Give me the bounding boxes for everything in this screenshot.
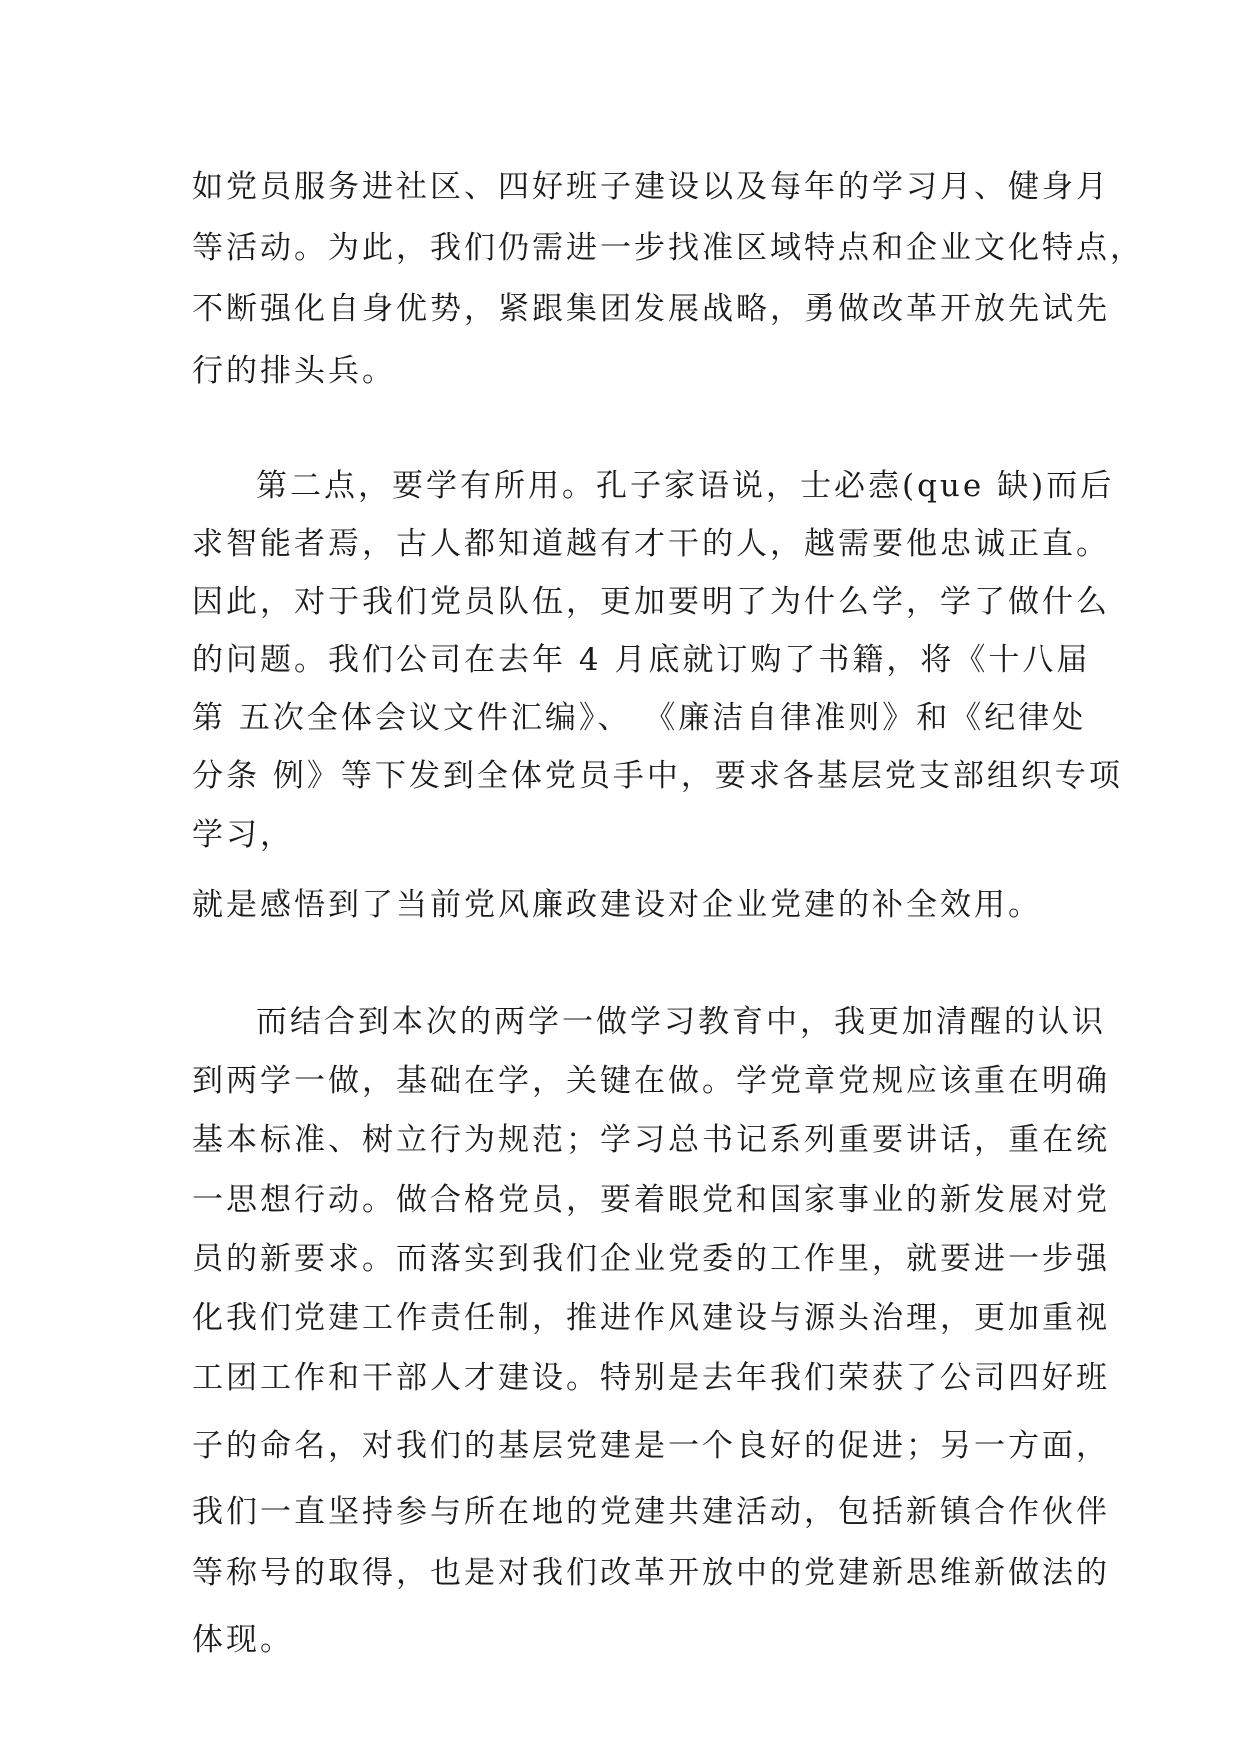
text-line: 如党员服务进社区、四好班子建设以及每年的学习月、健身月 xyxy=(192,169,1110,205)
text-line: 求智能者焉，古人都知道越有才干的人，越需要他忠诚正直。 xyxy=(192,526,1110,562)
text-line: 第 五次全体会议文件汇编》、 《廉洁自律准则》和《纪律处 xyxy=(192,700,1087,736)
text-line: 因此，对于我们党员队伍，更加要明了为什么学，学了做什么 xyxy=(192,584,1110,620)
text-line: 就是感悟到了当前党风廉政建设对企业党建的补全效用。 xyxy=(192,887,1042,923)
text-line: 一思想行动。做合格党员，要着眼党和国家事业的新发展对党 xyxy=(192,1182,1110,1218)
text-line: 工团工作和干部人才建设。特别是去年我们荣获了公司四好班 xyxy=(192,1360,1110,1396)
text-line: 到两学一做，基础在学，关键在做。学党章党规应该重在明确 xyxy=(192,1063,1110,1099)
paragraph-first-line: 第二点，要学有所用。孔子家语说，士必悫(que 缺)而后 xyxy=(256,468,1115,504)
text-line: 行的排头兵。 xyxy=(192,353,396,389)
text-line: 分条 例》等下发到全体党员手中，要求各基层党支部组织专项 xyxy=(192,758,1123,794)
text-line: 我们一直坚持参与所在地的党建共建活动，包括新镇合作伙伴 xyxy=(192,1494,1110,1530)
text-line: 不断强化自身优势，紧跟集团发展战略，勇做改革开放先试先 xyxy=(192,291,1110,327)
text-line: 子的命名，对我们的基层党建是一个良好的促进；另一方面， xyxy=(192,1428,1110,1464)
paragraph-first-line: 而结合到本次的两学一做学习教育中，我更加清醒的认识 xyxy=(256,1004,1106,1040)
text-line: 等活动。为此，我们仍需进一步找准区域特点和企业文化特点， xyxy=(192,230,1144,266)
text-line: 化我们党建工作责任制，推进作风建设与源头治理，更加重视 xyxy=(192,1300,1110,1336)
text-line: 基本标准、树立行为规范；学习总书记系列重要讲话，重在统 xyxy=(192,1122,1110,1158)
text-line: 的问题。我们公司在去年 4 月底就订购了书籍，将《十八届 xyxy=(192,642,1091,678)
text-line: 员的新要求。而落实到我们企业党委的工作里，就要进一步强 xyxy=(192,1241,1110,1277)
text-line: 体现。 xyxy=(192,1622,294,1658)
text-line: 学习， xyxy=(192,817,294,853)
text-line: 等称号的取得，也是对我们改革开放中的党建新思维新做法的 xyxy=(192,1555,1110,1591)
